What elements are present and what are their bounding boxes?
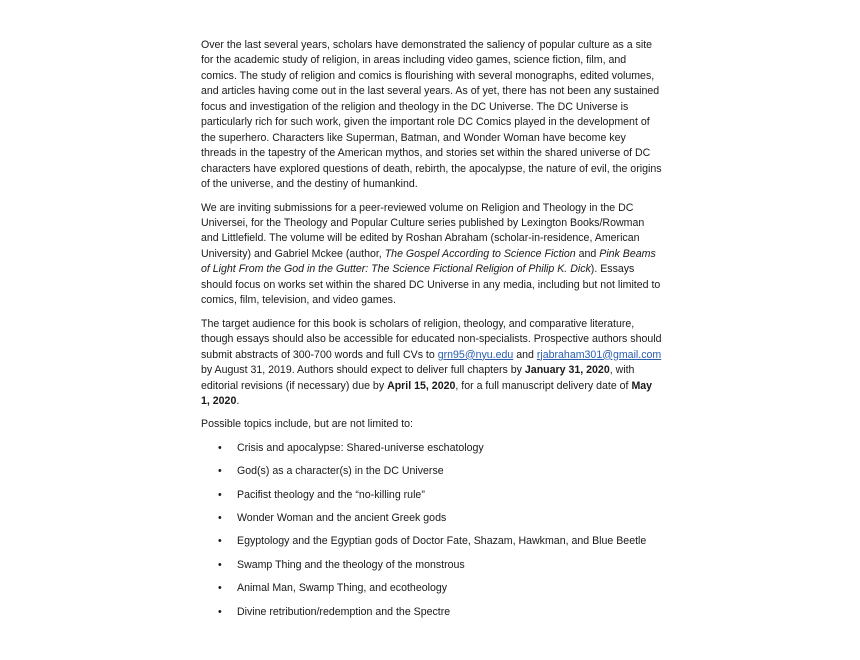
paragraph-audience — [201, 317, 663, 410]
abstract-deadline: by August 31, 2019. — [201, 364, 298, 377]
bullet-icon: • — [218, 558, 222, 571]
list-item-text: Pacifist theology and the “no-killing rule” — [237, 488, 425, 501]
paragraph-end: . — [236, 394, 240, 407]
email-link-rjabraham[interactable]: rjabraham301@gmail.com — [536, 348, 662, 361]
list-item — [201, 605, 663, 628]
list-item-text: Wonder Woman and the ancient Greek gods — [237, 512, 447, 525]
paragraph-submissions-text-3: ). Essays should focus on works set within the shared DC Universe in any media, including but not limited to comics, film, television, and video games. — [201, 263, 661, 307]
audience-text: The target audience for this book is scholars of religion, theology, and comparative literature, though essays should also be accessible for educated non-specialists. Prospective authors should submit abstracts of 300-700 words and full CVs to — [201, 317, 662, 361]
bullet-icon: • — [218, 488, 222, 501]
list-item-text: Divine retribution/redemption and the Spectre — [237, 605, 451, 618]
list-item-text: Animal Man, Swamp Thing, and ecotheology — [237, 582, 448, 595]
email-link-grn95[interactable]: grn95@nyu.edu — [437, 348, 514, 361]
list-item — [201, 464, 663, 487]
date-manuscript: May 1, 2020 — [201, 379, 653, 407]
bullet-icon: • — [218, 535, 222, 548]
chapters-text: Authors should expect to deliver full chapters by — [297, 364, 525, 377]
topics-list — [201, 441, 663, 628]
date-chapters: January 31, 2020 — [524, 364, 610, 377]
topics-intro: Possible topics include, but are not limited to: — [201, 418, 413, 431]
book-title-gospel: The Gospel According to Science Fiction — [384, 247, 576, 260]
paragraph-submissions-text-1: We are inviting submissions for a peer-reviewed volume on Religion and Theology in the DC Universei, for the Theology and Popular Culture series published by Lexington Books/Rowman and Littlefield. The volume will be edited by Roshan Abraham (scholar-in-residence, American University) and Gabriel Mckee (author, — [201, 201, 645, 260]
manuscript-text: , for a full manuscript delivery date of — [455, 379, 632, 392]
paragraph-submissions — [201, 201, 663, 309]
list-item — [201, 558, 663, 581]
bullet-icon: • — [218, 582, 222, 595]
list-item-text: Crisis and apocalypse: Shared-universe eschatology — [237, 441, 484, 454]
email-conjunction: and — [513, 348, 537, 361]
list-item — [201, 441, 663, 464]
list-item — [201, 488, 663, 511]
revisions-text: , with editorial revisions (if necessary) due by — [201, 364, 635, 392]
document-body — [201, 38, 663, 628]
list-item — [201, 511, 663, 534]
bullet-icon: • — [218, 512, 222, 525]
paragraph-submissions-text-2: and — [575, 247, 600, 260]
date-revisions: April 15, 2020 — [387, 379, 456, 392]
bullet-icon: • — [218, 465, 222, 478]
book-title-pink-beams: Pink Beams of Light From the God in the Gutter: The Science Fictional Religion of Philip K. Dick — [201, 247, 656, 276]
bullet-icon: • — [218, 605, 222, 618]
list-item — [201, 581, 663, 604]
list-item-text: God(s) as a character(s) in the DC Universe — [237, 465, 444, 478]
list-item — [201, 534, 663, 557]
paragraph-intro: Over the last several years, scholars have demonstrated the saliency of popular culture as a site for the academic study of religion, in areas including video games, science fiction, film, and comics. The study of religion and comics is flourishing with several monographs, edited volumes, and articles having come out in the last several years. As of yet, there has not been any sustained focus and investigation of the religion and theology in the DC Universe. The DC Universe is particularly rich for such work, given the important role DC Comics played in the development of the superhero. Characters like Superman, Batman, and Wonder Woman have become key threads in the tapestry of the American mythos, and stories set within the shared universe of DC characters have explored questions of death, rebirth, the apocalypse, the nature of evil, the origins of the universe, and the destiny of humankind. — [201, 39, 662, 191]
list-item-text: Swamp Thing and the theology of the monstrous — [237, 558, 465, 571]
list-item-text: Egyptology and the Egyptian gods of Doctor Fate, Shazam, Hawkman, and Blue Beetle — [237, 535, 647, 548]
bullet-icon: • — [218, 441, 222, 454]
